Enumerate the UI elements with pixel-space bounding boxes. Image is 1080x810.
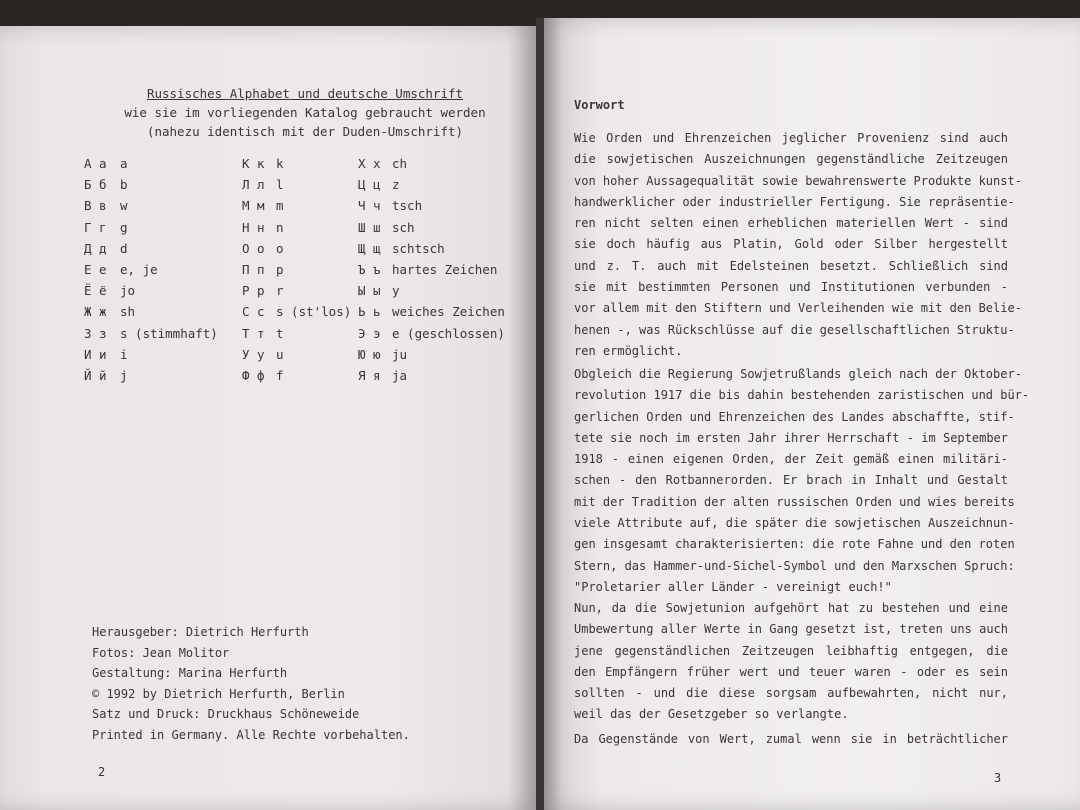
transliteration: r: [276, 283, 284, 299]
text-line: sie mit bestimmten Personen und Institutionen verbunden -: [574, 280, 1008, 295]
transliteration: ju: [392, 346, 408, 362]
cyrillic-letter: А а: [84, 156, 107, 171]
transliteration: z: [392, 177, 400, 193]
cyrillic-letter: Ы ы: [358, 283, 381, 299]
transliteration: g: [120, 219, 128, 235]
transliteration: o: [276, 240, 284, 256]
transliteration: t: [276, 325, 284, 341]
cyrillic-letter: Л л: [242, 177, 265, 193]
transliteration: ch: [392, 156, 408, 171]
alphabet-note: (nahezu identisch mit der Duden-Umschrift): [146, 124, 464, 139]
text-line: revolution 1917 die bis dahin bestehenden zaristischen und bür-: [574, 388, 1030, 403]
text-line: gerlichen Orden und Ehrenzeichen des Landes abschaffte, stif-: [574, 409, 1015, 424]
transliteration: a: [120, 156, 128, 171]
foreword-paragraph: [574, 598, 1008, 726]
imprint-line: Printed in Germany. Alle Rechte vorbehalten.: [92, 727, 410, 742]
transliteration: hartes Zeichen: [392, 262, 498, 277]
transliteration: ja: [392, 368, 408, 383]
transliteration: sh: [120, 304, 136, 320]
transliteration: d: [120, 240, 128, 256]
text-line: gen insgesamt charakterisierten: die rote Fahne und den roten: [574, 537, 1015, 552]
transliteration: u: [276, 346, 284, 362]
transliteration: s (stimmhaft): [120, 325, 218, 341]
cyrillic-letter: П п: [242, 262, 265, 277]
text-line: sie doch häufig aus Platin, Gold oder Silber hergestellt: [574, 237, 1008, 252]
text-line: vor allem mit den Stiftern und Verleihenden wie mit den Belie-: [574, 301, 1022, 316]
cyrillic-letter: Й й: [84, 368, 107, 383]
text-line: ren nicht selten einen erheblichen materiellen Wert - sind: [574, 216, 1008, 231]
transliteration: y: [392, 283, 400, 299]
cyrillic-letter: Ч ч: [358, 198, 381, 214]
alphabet-subtitle: wie sie im vorliegenden Katalog gebraucht werden: [124, 105, 486, 120]
cyrillic-letter: Щ щ: [358, 240, 381, 256]
cyrillic-letter: Ё ё: [84, 283, 107, 299]
transliteration: e, je: [120, 262, 158, 277]
cyrillic-letter: Г г: [84, 219, 107, 235]
cyrillic-letter: Ф ф: [242, 368, 265, 383]
section-heading: Vorwort: [574, 98, 625, 112]
transliteration: sch: [392, 219, 415, 235]
transliteration: s (st'los): [276, 304, 352, 320]
text-line: die sowjetischen Auszeichnungen gegenständliche Zeitzeugen: [574, 152, 1008, 167]
cyrillic-letter: У у: [242, 346, 265, 362]
transliteration: f: [276, 368, 284, 383]
cyrillic-letter: И и: [84, 346, 107, 362]
transliteration: tsch: [392, 198, 423, 214]
imprint-line: Herausgeber: Dietrich Herfurth: [92, 625, 309, 639]
transliteration: jo: [120, 283, 136, 299]
cyrillic-letter: О о: [242, 240, 265, 256]
cyrillic-letter: Н н: [242, 219, 265, 235]
cyrillic-letter: К к: [242, 156, 265, 171]
imprint: [92, 622, 410, 746]
text-line: sollten - und die diese sorgsam aufbewahrten, nicht nur,: [574, 686, 1008, 701]
cyrillic-letter: Ю ю: [358, 346, 381, 362]
text-line: Da Gegenstände von Wert, zumal wenn sie in beträchtlicher: [574, 732, 1008, 746]
text-line: von hoher Aussagequalität sowie bewahrenswerte Produkte kunst-: [574, 173, 1022, 188]
transliteration: m: [276, 198, 284, 214]
alphabet-title-block: [100, 84, 510, 141]
cyrillic-letter: Ъ ъ: [358, 262, 381, 277]
cyrillic-letter: В в: [84, 198, 107, 214]
text-line: tete sie noch im ersten Jahr ihrer Herrschaft - im September: [574, 430, 1008, 445]
text-line: Stern, das Hammer-und-Sichel-Symbol und den Marxschen Spruch:: [574, 558, 1015, 573]
cyrillic-letter: Д д: [84, 240, 107, 256]
text-line: jene gegenständlichen Zeitzeugen leibhaftig entgegen, die: [574, 643, 1008, 658]
cyrillic-letter: М м: [242, 198, 265, 214]
text-line: ren ermöglicht.: [574, 343, 683, 358]
transliteration: weiches Zeichen: [392, 304, 505, 320]
foreword-paragraph: [574, 364, 1030, 598]
transliteration: k: [276, 156, 284, 171]
transliteration: j: [120, 368, 128, 383]
text-line: handwerklicher oder industrieller Fertigung. Sie repräsentie-: [574, 194, 1015, 209]
transliteration: e (geschlossen): [392, 325, 505, 341]
text-line: 1918 - einen eigenen Orden, der Zeit gemäß einen militäri-: [574, 452, 1008, 467]
page-number-left: 2: [98, 765, 106, 779]
cyrillic-letter: Ц ц: [358, 177, 381, 193]
transliteration: schtsch: [392, 240, 445, 256]
text-line: "Proletarier aller Länder - vereinigt euch!": [574, 579, 892, 594]
text-line: und z. T. auch mit Edelsteinen besetzt. Schließlich sind: [574, 258, 1008, 273]
cyrillic-letter: Ш ш: [358, 219, 381, 235]
cyrillic-letter: Ж ж: [84, 304, 107, 320]
cyrillic-letter: Х х: [358, 156, 381, 171]
cyrillic-letter: Э э: [358, 325, 381, 341]
text-line: Nun, da die Sowjetunion aufgehört hat zu bestehen und eine: [574, 601, 1008, 615]
imprint-line: Gestaltung: Marina Herfurth: [92, 666, 288, 681]
cyrillic-letter: Ь ь: [358, 304, 381, 320]
cyrillic-letter: Я я: [358, 368, 381, 383]
transliteration: i: [120, 346, 128, 362]
cyrillic-letter: З з: [84, 325, 107, 341]
text-line: mit der Tradition der alten russischen Orden und wies bereits: [574, 494, 1015, 509]
transliteration: l: [276, 177, 284, 193]
transliteration: p: [276, 262, 284, 277]
cyrillic-letter: Т т: [242, 325, 265, 341]
text-line: viele Attribute auf, die später die sowjetischen Auszeichnun-: [574, 516, 1015, 531]
text-line: Umbewertung aller Werte in Gang gesetzt ist, treten uns auch: [574, 622, 1008, 637]
cyrillic-letter: С с: [242, 304, 265, 320]
transliteration: b: [120, 177, 128, 193]
text-line: henen -, was Rückschlüsse auf die gesellschaftlichen Struktu-: [574, 322, 1015, 337]
imprint-line: Satz und Druck: Druckhaus Schöneweide: [92, 707, 360, 722]
imprint-line: © 1992 by Dietrich Herfurth, Berlin: [92, 686, 345, 701]
text-line: den Empfängern früher wert und teuer waren - oder es sein: [574, 664, 1008, 679]
transliteration: w: [120, 198, 128, 214]
page-number-right: 3: [994, 771, 1002, 785]
alphabet-title: Russisches Alphabet und deutsche Umschrift: [146, 86, 464, 101]
foreword-paragraph: [574, 128, 1022, 362]
text-line: schen - den Rotbannerorden. Er brach in Inhalt und Gestalt: [574, 473, 1008, 488]
foreword-paragraph: [574, 729, 1008, 750]
cyrillic-letter: Б б: [84, 177, 107, 193]
imprint-line: Fotos: Jean Molitor: [92, 645, 230, 660]
cyrillic-letter: Е е: [84, 262, 107, 277]
book-gutter: [536, 18, 544, 810]
text-line: Wie Orden und Ehrenzeichen jeglicher Provenienz sind auch: [574, 131, 1008, 145]
text-line: weil das der Gesetzgeber so verlangte.: [574, 707, 849, 722]
cyrillic-letter: Р р: [242, 283, 265, 299]
transliteration: n: [276, 219, 284, 235]
text-line: Obgleich die Regierung Sowjetrußlands gleich nach der Oktober-: [574, 367, 1022, 381]
